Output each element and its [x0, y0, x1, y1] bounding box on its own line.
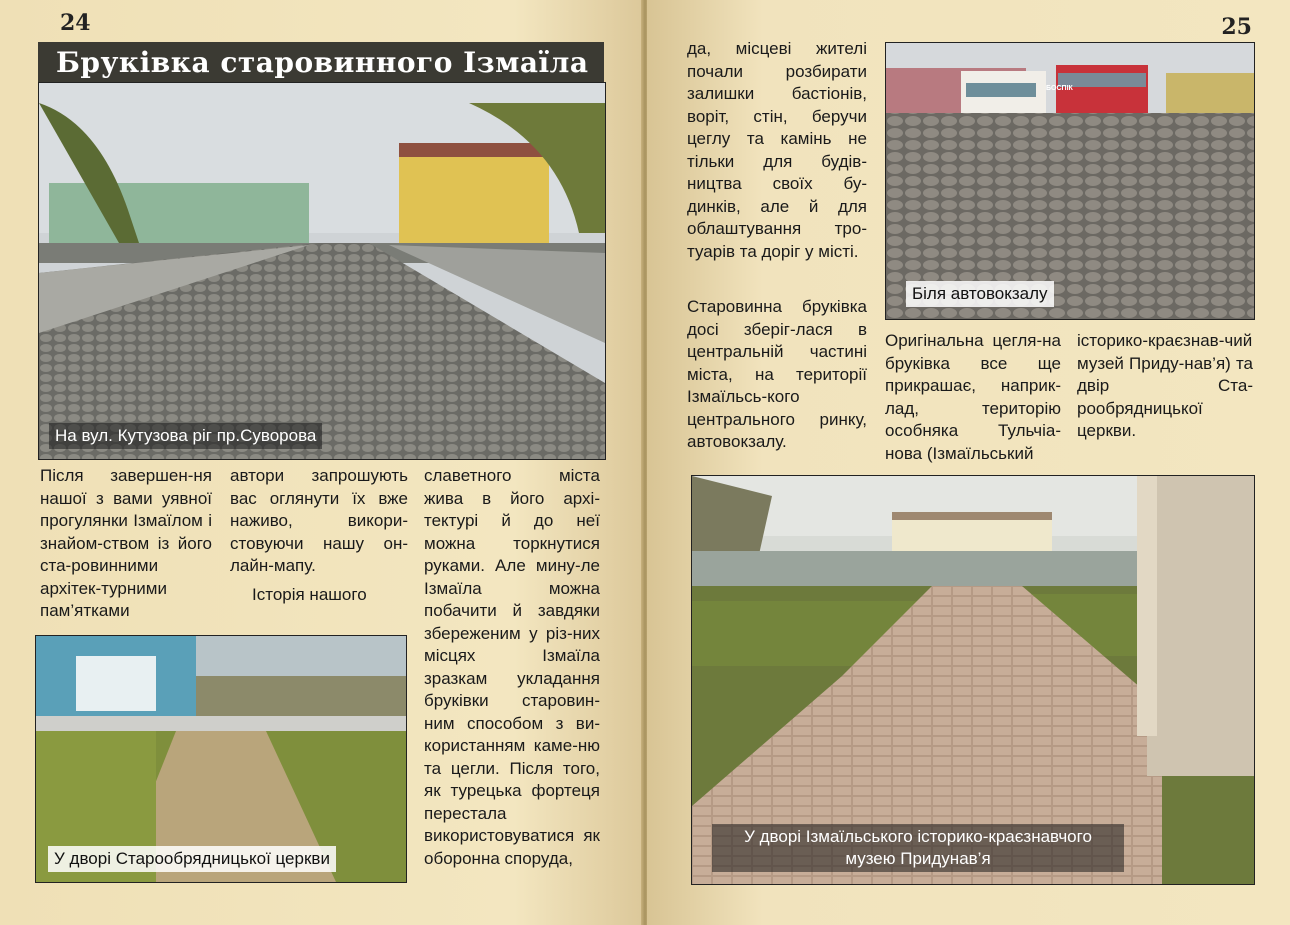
text-column-right-c — [885, 330, 1061, 465]
photo-church-yard — [35, 635, 407, 883]
text-column-2-para-a: автори запрошують вас оглянути їх вже наживо, викори-стовуючи нашу он-лайн-мапу. — [230, 466, 408, 575]
text-column-2 — [230, 465, 408, 606]
text-column-right-c-para: Оригінальна цегля-на бруківка все ще прикрашає, наприк-лад, територію особняка Тульчіа-нова (Ізмаїльський — [885, 331, 1061, 463]
text-column-right-top-para: да, місцеві жителі почали розбирати залишки бастіонів, воріт, стін, беручи цеглу та камінь не тільки для будів-ництва своїх бу-динків, але й для облаштування тро-туарів та доріг у місті. — [687, 39, 867, 261]
title-banner — [38, 42, 604, 82]
photo-street — [38, 82, 606, 460]
text-column-right-d — [1077, 330, 1253, 443]
bus-sign: БОСПІК — [1046, 85, 1073, 92]
photo-church-yard-caption: У дворі Старообрядницької церкви — [48, 846, 336, 872]
page-title: Бруківка старовинного Ізмаїла — [56, 46, 589, 79]
photo-street-image — [39, 83, 605, 459]
text-column-right-top — [687, 38, 867, 263]
text-column-right-mid-para: Старовинна бруківка досі зберіг-лася в центральній частині міста, на території Ізмаїльсь-кого центрального ринку, автовокзалу. — [687, 297, 867, 451]
right-page — [647, 0, 1290, 925]
photo-museum-yard-image — [692, 476, 1254, 884]
photo-museum-yard-caption: У дворі Ізмаїльського історико-краєзнавчого музею Придунав’я — [712, 824, 1124, 872]
photo-bus-station-caption: Біля автовокзалу — [906, 281, 1054, 307]
photo-museum-yard — [691, 475, 1255, 885]
left-page — [0, 0, 643, 925]
text-column-1 — [40, 465, 212, 623]
text-column-right-d-para: історико-краєзнав-чий музей Приду-нав’я) та двір Ста-рообрядницької церкви. — [1077, 331, 1253, 440]
page-number-left: 24 — [60, 10, 91, 36]
photo-bus-station — [885, 42, 1255, 320]
text-column-3-para: славетного міста жива в його архі-тектурі й до неї можна торкнутися руками. Але мину-ле Ізмаїла можна побачити й завдяки збереженим у різ-них місцях Ізмаїла зразкам укладання бруківки старовин-ним способом з ви-користанням каме-ню та цегли. Після того, як турецька фортеця перестала використовуватися як оборонна споруда, — [424, 466, 600, 868]
text-column-3 — [424, 465, 600, 870]
text-column-right-mid — [687, 296, 867, 454]
text-column-2-para-b: Історія нашого — [252, 584, 367, 604]
page-number-right: 25 — [1221, 14, 1252, 40]
text-column-1-para: Після завершен-ня нашої з вами уявної прогулянки Ізмаїлом і знайом-ством із його ста-ровинними архітек-турними пам’ятками — [40, 466, 212, 620]
photo-street-caption: На вул. Кутузова ріг пр.Суворова — [49, 423, 322, 449]
